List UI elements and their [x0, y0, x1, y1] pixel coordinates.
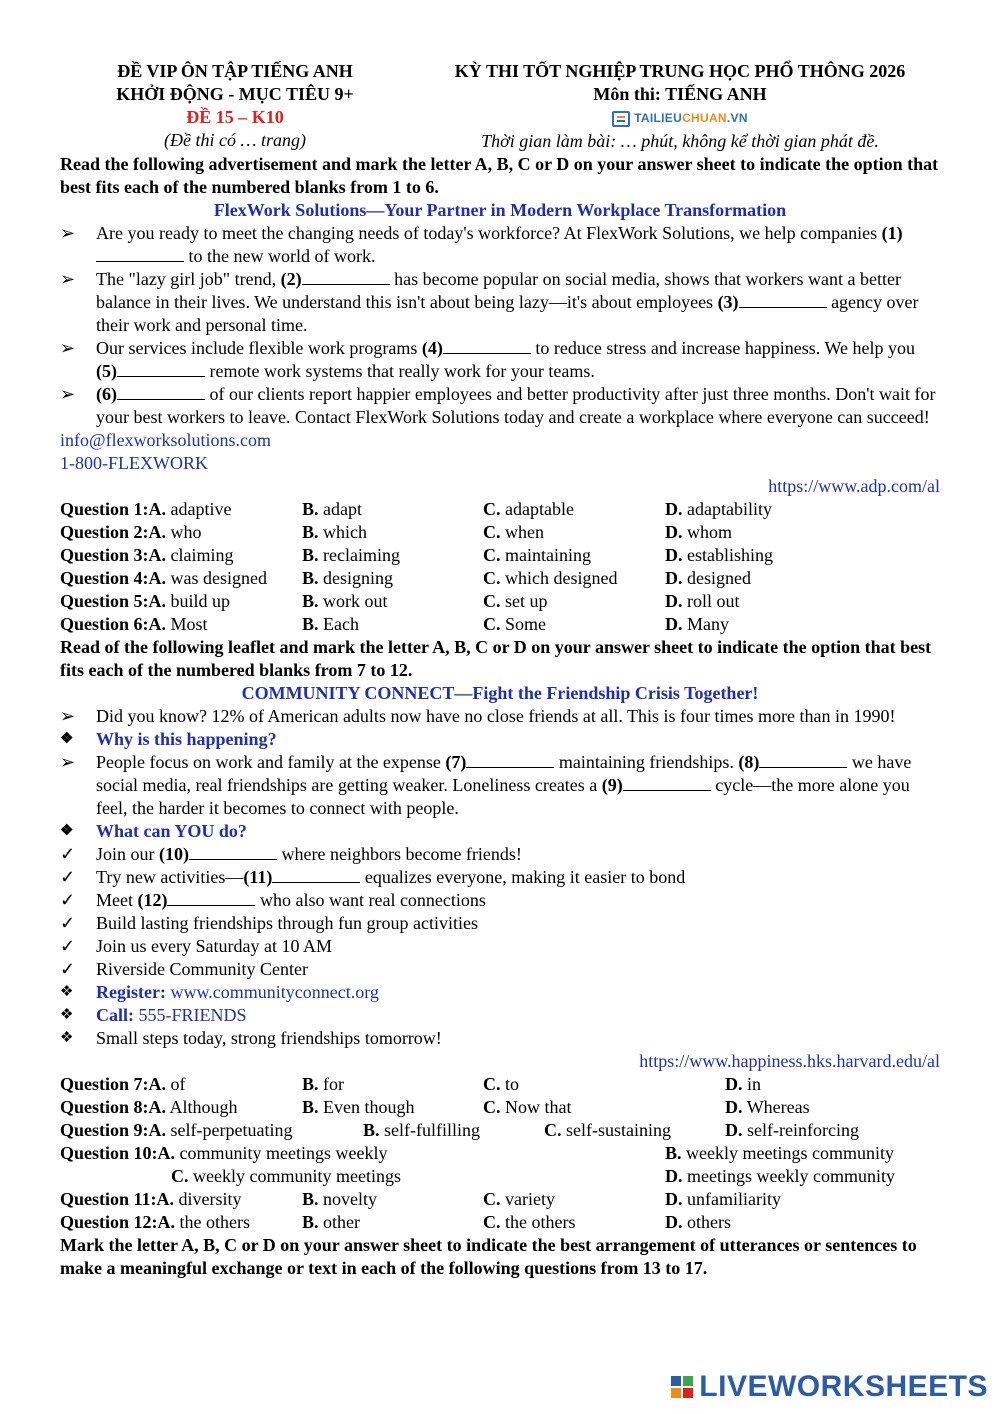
question-row: Question 1:A. adaptive B. adapt C. adaptable D. adaptability [60, 499, 772, 520]
question-row: C. weekly community meetings D. meetings weekly community [171, 1166, 895, 1187]
tailieuchuan-logo: TAILIEUCHUAN.VN [420, 106, 940, 130]
checklist-item: ✓ Join our (10) where neighbors become friends! [60, 844, 522, 865]
call-line: ❖ Call: 555-FRIENDS [60, 1005, 247, 1026]
question-row: Question 2:A. who B. which C. when D. whom [60, 522, 732, 543]
register-line: ❖ Register: www.communityconnect.org [60, 982, 379, 1003]
blank-1 [96, 245, 184, 262]
arrow-bullet-icon: ➢ [60, 384, 76, 405]
arrow-bullet-icon: ➢ [60, 223, 76, 244]
checklist-item: ✓ Join us every Saturday at 10 AM [60, 936, 332, 957]
blank-10 [189, 843, 277, 860]
ad-paragraph-4: ➢ (6) of our clients report happier employees and better productivity after just three months. Don't wait for your best workers to leave. Contact FlexWork Solutions today and create a workplace where everyone can succeed! [60, 384, 936, 428]
section2-instruction: Read of the following leaflet and mark the letter A, B, C or D on your answer sheet to indicate the option that best fits each of the numbered blanks from 7 to 12. [60, 637, 932, 681]
leaflet-paragraph-1: ➢ Did you know? 12% of American adults now have no close friends at all. This is four times more than in 1990! [60, 706, 896, 727]
section3-instruction: Mark the letter A, B, C or D on your answer sheet to indicate the best arrangement of utterances or sentences to make a meaningful exchange or text in each of the following questions from 13 to 17. [60, 1235, 917, 1279]
exam-code: ĐỀ 15 – K10 [186, 107, 284, 127]
arrow-bullet-icon: ➢ [60, 752, 76, 773]
liveworksheets-brand: LIVEWORKSHEETS [699, 1370, 988, 1403]
question-row: Question 6:A. Most B. Each C. Some D. Many [60, 614, 729, 635]
section1-instruction: Read the following advertisement and mark the letter A, B, C or D on your answer sheet to indicate the option that best fits each of the numbered blanks from 1 to 6. [60, 154, 939, 198]
arrow-bullet-icon: ➢ [60, 706, 76, 727]
exam-header [60, 60, 940, 153]
question-row: Question 9:A. self-perpetuating B. self-fulfilling C. self-sustaining D. self-reinforcing [60, 1120, 859, 1141]
checkmark-icon: ✓ [60, 936, 76, 957]
blank-7 [466, 751, 554, 768]
blank-8 [759, 751, 847, 768]
diamond-bullet-icon: ❖ [60, 823, 74, 840]
register-link[interactable]: www.communityconnect.org [165, 982, 379, 1003]
call-number[interactable]: 555-FRIENDS [134, 1005, 247, 1026]
closing-line: ❖ Small steps today, strong friendships tomorrow! [60, 1028, 442, 1049]
ad-paragraph-3: ➢ Our services include flexible work programs (4) to reduce stress and increase happiness. We help you (5) remote work systems that really work for your teams. [60, 338, 916, 382]
questions-7-12 [60, 1073, 940, 1234]
header-left [60, 60, 410, 153]
liveworksheets-logo [671, 1370, 988, 1404]
question-row: Question 10:A. community meetings weekly B. weekly meetings community [60, 1143, 894, 1164]
diamond-bullet-icon: ❖ [60, 731, 74, 748]
checkmark-icon: ✓ [60, 959, 76, 980]
question-row: Question 3:A. claiming B. reclaiming C. maintaining D. establishing [60, 545, 773, 566]
blank-4 [443, 337, 531, 354]
checkmark-icon: ✓ [60, 867, 76, 888]
page-count-note: (Đề thi có … trang) [164, 130, 306, 150]
section2-title: COMMUNITY CONNECT—Fight the Friendship Crisis Together! [241, 683, 759, 704]
checkmark-icon: ✓ [60, 890, 76, 911]
checklist-item: ✓ Riverside Community Center [60, 959, 308, 980]
blank-9 [623, 774, 711, 791]
arrow-bullet-icon: ➢ [60, 338, 76, 359]
header-left-subtitle: KHỞI ĐỘNG - MỤC TIÊU 9+ [116, 84, 354, 104]
blank-5 [117, 360, 205, 377]
checklist-item: ✓ Meet (12) who also want real connections [60, 890, 486, 911]
question-row: Question 11:A. diversity B. novelty C. variety D. unfamiliarity [60, 1189, 781, 1210]
header-right [420, 60, 940, 153]
contact-email[interactable]: info@flexworksolutions.com [60, 430, 272, 451]
question-row: Question 12:A. the others B. other C. the others D. others [60, 1212, 731, 1233]
question-row: Question 5:A. build up B. work out C. set up D. roll out [60, 591, 740, 612]
source-link-1[interactable]: https://www.adp.com/al [768, 476, 940, 497]
checklist-item: ✓ Try new activities—(11) equalizes everyone, making it easier to bond [60, 867, 686, 888]
exam-name: KỲ THI TỐT NGHIỆP TRUNG HỌC PHỔ THÔNG 2026 [454, 61, 906, 81]
arrow-bullet-icon: ➢ [60, 269, 76, 290]
diamond-bullet-icon: ❖ [60, 1030, 74, 1047]
diamond-bullet-icon: ❖ [60, 1007, 74, 1024]
blank-2 [302, 268, 390, 285]
exam-time-note: Thời gian làm bài: … phút, không kể thời gian phát đề. [481, 131, 879, 152]
source-link-2[interactable]: https://www.happiness.hks.harvard.edu/al [639, 1051, 940, 1072]
ad-paragraph-2: ➢ The "lazy girl job" trend, (2) has become popular on social media, shows that workers want a better balance in their lives. We understand this isn't about being lazy—it's about employees (3) agency over their work and personal time. [60, 269, 919, 336]
document-icon [612, 111, 630, 127]
ad-paragraph-1: ➢ Are you ready to meet the changing needs of today's workforce? At FlexWork Solutions, we help companies (1) to the new world of work. [60, 223, 903, 267]
exam-subject: Môn thi: TIẾNG ANH [593, 84, 767, 104]
leaflet-heading-what: ❖ What can YOU do? [60, 821, 247, 842]
section1-title: FlexWork Solutions—Your Partner in Modern Workplace Transformation [213, 200, 787, 221]
blank-11 [272, 866, 360, 883]
blank-6 [117, 383, 205, 400]
checkmark-icon: ✓ [60, 844, 76, 865]
question-row: Question 4:A. was designed B. designing C. which designed D. designed [60, 568, 751, 589]
liveworksheets-icon [671, 1376, 693, 1398]
diamond-bullet-icon: ❖ [60, 984, 74, 1001]
header-left-title: ĐỀ VIP ÔN TẬP TIẾNG ANH [117, 61, 353, 81]
worksheet-page [60, 60, 940, 1280]
question-row: Question 8:A. Although B. Even though C. Now that D. Whereas [60, 1097, 810, 1118]
blank-12 [167, 889, 255, 906]
checkmark-icon: ✓ [60, 913, 76, 934]
question-row: Question 7:A. of B. for C. to D. in [60, 1074, 762, 1095]
checklist-item: ✓ Build lasting friendships through fun group activities [60, 913, 478, 934]
blank-3 [739, 291, 827, 308]
leaflet-heading-why: ❖ Why is this happening? [60, 729, 277, 750]
questions-1-6 [60, 498, 940, 636]
contact-phone[interactable]: 1-800-FLEXWORK [60, 453, 208, 474]
leaflet-paragraph-2: ➢ People focus on work and family at the expense (7) maintaining friendships. (8) we have social media, real friendships are getting weaker. Loneliness creates a (9) cycle—the more alone you feel, the harder it becomes to connect with people. [60, 752, 912, 819]
